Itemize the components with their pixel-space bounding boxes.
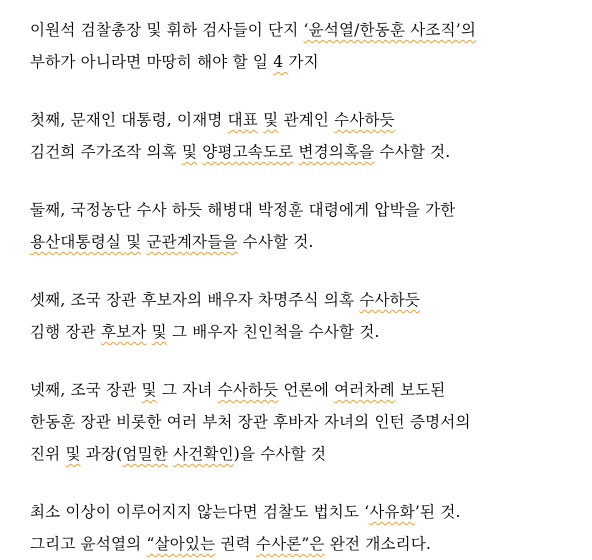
paragraph-first (30, 104, 592, 168)
flagged-word: 및 (181, 143, 198, 161)
flagged-word: 후보자 (100, 323, 147, 341)
paragraph-third (30, 284, 592, 348)
text-line (30, 528, 592, 560)
text-run: 관계인 (278, 111, 335, 129)
text-run: 수사할 것. (374, 143, 451, 161)
text-run: 한동훈 장관 비롯한 여러 부처 장관 후바자 자녀의 인턴 증명서의 (30, 413, 471, 431)
flagged-word: 수사하듯 (359, 291, 421, 309)
flagged-word: 사건확인 (173, 445, 234, 463)
text-run: 첫째, 문재인 대통령, 이재명 (30, 111, 228, 129)
text-run: 그리고 윤석열의 (30, 535, 147, 553)
flagged-word: 대표 (227, 111, 259, 129)
text-run: 부하가 아니라면 마땅히 해야 할 일 (30, 53, 274, 71)
text-run: 셋째, 조국 장관 후보자의 배우자 차명주식 의혹 (30, 291, 360, 309)
flagged-word: 사유화 (369, 503, 415, 521)
flagged-word: “살아있는 (146, 535, 216, 553)
flagged-word: 및 (141, 381, 157, 399)
text-run: ’된 것. (414, 503, 461, 521)
text-line (30, 496, 592, 528)
flagged-word: 수사하듯 (334, 111, 395, 129)
text-run: 수사할 것. (237, 233, 314, 251)
flagged-word: 용산대통령실 (30, 233, 127, 251)
paragraph-conclusion (30, 496, 592, 560)
flagged-word: 및 (263, 111, 279, 129)
flagged-word: 변경의혹을 (298, 143, 375, 161)
text-run: 권력 (215, 535, 256, 553)
text-run: )을 수사할 것 (233, 445, 327, 463)
text-line (30, 46, 592, 78)
flagged-word: 및 (65, 445, 81, 463)
paragraph-second (30, 194, 592, 258)
text-run: 가지 (288, 53, 319, 71)
flagged-word: ‘윤석열/한동훈 사조직’의 (303, 21, 477, 39)
text-run: 진위 (30, 445, 66, 463)
text-line (30, 438, 592, 470)
text-run: 그 배우자 친인척을 수사할 것. (166, 323, 380, 341)
text-run: 이원석 검찰총장 및 휘하 검사들이 단지 (30, 21, 304, 39)
text-line (30, 284, 592, 316)
text-run: 최소 이상이 이루어지지 않는다면 검찰도 법치도 ‘ (30, 503, 370, 521)
text-run: 과장( (80, 445, 123, 463)
paragraph-fourth (30, 374, 592, 470)
text-line (30, 194, 592, 226)
flagged-word: 수사론”은 (255, 535, 325, 553)
flagged-word: 4 (273, 53, 289, 71)
text-line (30, 14, 592, 46)
text-run: 언론에 (278, 381, 335, 399)
flagged-word: 엄밀한 (122, 445, 168, 463)
text-run: 넷째, 조국 장관 (30, 381, 142, 399)
text-line (30, 226, 592, 258)
text-line (30, 406, 592, 438)
flagged-word: 군관계자들을 (146, 233, 238, 251)
flagged-word: 양평고속도로 (202, 143, 294, 161)
paragraph-intro (30, 14, 592, 78)
text-run: 그 자녀 (156, 381, 218, 399)
text-line (30, 374, 592, 406)
flagged-word: 및 (126, 233, 142, 251)
text-run: 둘째, 국정농단 수사 하듯 해병대 박정훈 대령에게 압박을 가한 (30, 201, 456, 219)
flagged-word: 여러차례 (334, 381, 395, 399)
text-run: 완전 개소리다. (324, 535, 432, 553)
flagged-word: 및 (151, 323, 167, 341)
text-line (30, 104, 592, 136)
text-line (30, 136, 592, 168)
text-line (30, 316, 592, 348)
flagged-word: 수사하듯 (217, 381, 279, 399)
text-run: 김건희 주가조작 의혹 (30, 143, 182, 161)
text-run: 김행 장관 (30, 323, 101, 341)
text-run: 보도된 (394, 381, 446, 399)
